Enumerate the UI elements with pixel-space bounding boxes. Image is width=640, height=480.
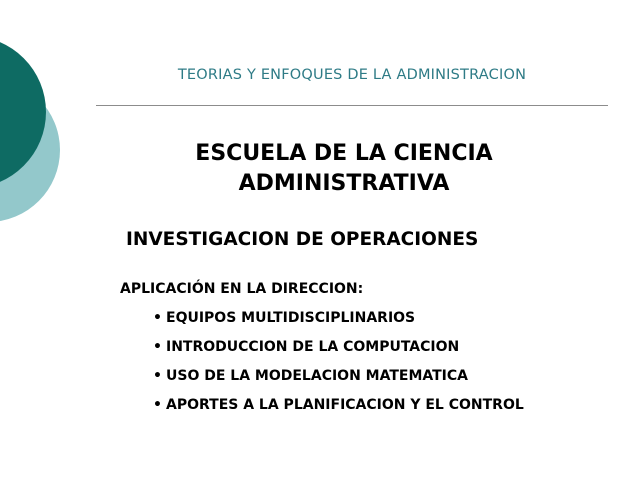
list-item xyxy=(153,337,524,366)
list-item xyxy=(153,395,524,424)
bullet-icon: • xyxy=(153,397,162,413)
bullet-icon: • xyxy=(153,310,162,326)
bullet-icon: • xyxy=(153,368,162,384)
main-title-line-1: ESCUELA DE LA CIENCIA xyxy=(195,141,493,166)
section-label: APLICACIÓN EN LA DIRECCION: xyxy=(120,281,364,297)
header-divider xyxy=(96,105,608,106)
header-title: TEORIAS Y ENFOQUES DE LA ADMINISTRACION xyxy=(177,67,527,83)
bullet-list xyxy=(153,308,524,424)
subtitle: INVESTIGACION DE OPERACIONES xyxy=(126,229,479,250)
bullet-text: USO DE LA MODELACION MATEMATICA xyxy=(166,368,469,384)
bullet-text: EQUIPOS MULTIDISCIPLINARIOS xyxy=(166,310,416,326)
main-title xyxy=(96,139,592,199)
list-item xyxy=(153,366,524,395)
list-item xyxy=(153,308,524,337)
bullet-text: INTRODUCCION DE LA COMPUTACION xyxy=(166,339,460,355)
bullet-icon: • xyxy=(153,339,162,355)
decorative-circles xyxy=(0,0,80,260)
main-title-line-2: ADMINISTRATIVA xyxy=(238,171,450,196)
bullet-text: APORTES A LA PLANIFICACION Y EL CONTROL xyxy=(166,397,524,413)
